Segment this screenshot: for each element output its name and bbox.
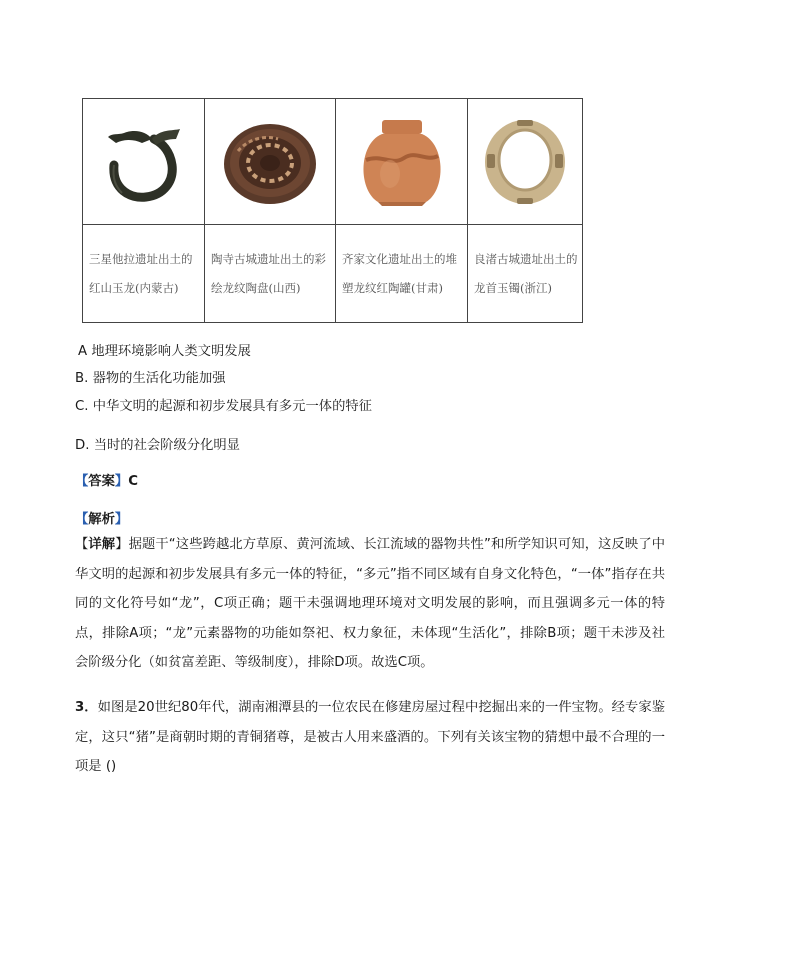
answer-label: 答案	[88, 474, 115, 489]
pottery-jar-icon	[352, 114, 452, 210]
artifact-caption-cell	[336, 225, 468, 323]
analysis-label: 解析	[88, 512, 115, 527]
artifact-caption: 陶寺古城遗址出土的彩绘龙纹陶盘(山西)	[211, 251, 326, 295]
jade-bracelet-icon	[477, 114, 573, 210]
detail-label: 详解	[88, 537, 116, 552]
option-a: A 地理环境影响人类文明发展	[78, 344, 251, 359]
option-c: C. 中华文明的起源和初步发展具有多元一体的特征	[75, 399, 372, 414]
artifact-caption-cell	[468, 225, 583, 323]
artifact-caption: 齐家文化遗址出土的堆塑龙纹红陶罐(甘肃)	[342, 251, 457, 295]
artifact-cell-pottery-jar	[336, 99, 468, 225]
artifact-caption-cell	[205, 225, 336, 323]
analysis-label-close: 】	[114, 512, 129, 527]
option-d: D. 当时的社会阶级分化明显	[75, 438, 240, 453]
answer-line	[75, 470, 138, 489]
artifact-caption-row	[83, 225, 583, 323]
analysis-label-open: 【	[75, 512, 89, 527]
detail-label-close: 】	[115, 537, 129, 552]
artifact-cell-jade-dragon	[83, 99, 205, 225]
artifact-cell-painted-plate	[205, 99, 336, 225]
artifact-caption: 良渚古城遗址出土的龙首玉镯(浙江)	[474, 251, 578, 295]
detail-label-open: 【	[75, 537, 89, 552]
question-3	[75, 693, 665, 782]
option-b: B. 器物的生活化功能加强	[75, 371, 226, 386]
analysis-heading	[75, 508, 128, 527]
answer-label-close: 】	[114, 474, 129, 489]
jade-dragon-icon	[94, 117, 194, 207]
artifact-cell-jade-bracelet	[468, 99, 583, 225]
answer-value: C	[128, 474, 138, 489]
question-number: 3．	[75, 700, 98, 715]
answer-label-open: 【	[75, 474, 89, 489]
painted-plate-icon	[218, 117, 322, 207]
detail-paragraph	[75, 530, 665, 678]
artifact-caption: 三星他拉遗址出土的红山玉龙(内蒙古)	[89, 251, 193, 295]
artifact-table	[82, 98, 583, 323]
artifact-image-row	[83, 99, 583, 225]
detail-text: 据题干“这些跨越北方草原、黄河流域、长江流域的器物共性”和所学知识可知，这反映了中华文明的起源和初步发展具有多元一体的特征，“多元”指不同区域有自身文化特色，“一体”指存在共同的文化符号如“龙”，C项正确；题干未强调地理环境对文明发展的影响，而且强调多元一体的特点，排除A项；“龙”元素器物的功能如祭祀、权力象征，未体现“生活化”，排除B项；题干未涉及社会阶级分化（如贫富差距、等级制度），排除D项。故选C项。	[75, 537, 666, 671]
question-text: 如图是20世纪80年代，湖南湘潭县的一位农民在修建房屋过程中挖掘出来的一件宝物。经专家鉴定，这只“猪”是商朝时期的青铜猪尊，是被古人用来盛酒的。下列有关该宝物的猜想中最不合理的一项是 ()	[75, 700, 665, 775]
artifact-caption-cell	[83, 225, 205, 323]
